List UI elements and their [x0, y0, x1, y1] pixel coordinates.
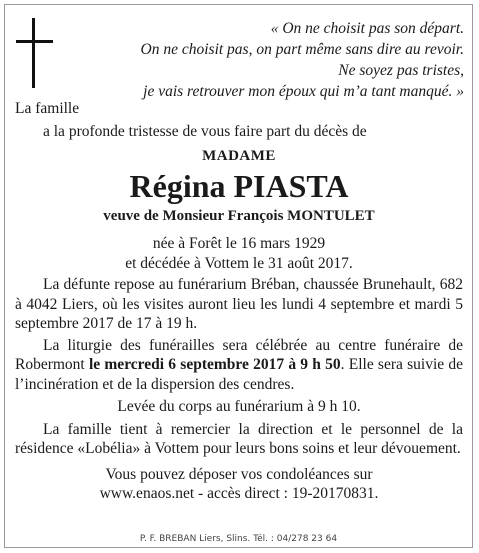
quote-line: je vais retrouver mon époux qui m’a tant manqué. » — [143, 83, 464, 100]
liturgy-date: le mercredi 6 septembre 2017 à 9 h 50 — [88, 356, 341, 373]
opening-quote — [44, 18, 464, 102]
liturgy-text-end: . Elle sera suivie de l’incinération et de la dispersion des cendres. — [15, 356, 463, 393]
honorific: MADAME — [202, 148, 276, 164]
quote-line: « On ne choisit pas son départ. — [270, 20, 464, 37]
funeral-home-footer: P. F. BREBAN Liers, Slins. Tél. : 04/278 23 64 — [139, 534, 338, 544]
levee-paragraph: Levée du corps au funérarium à 9 h 10. — [117, 398, 361, 415]
birth-date: née à Forêt le 16 mars 1929 — [152, 235, 326, 252]
quote-line: On ne choisit pas, on part même sans dire au revoir. — [140, 41, 464, 58]
notice-body — [15, 99, 463, 504]
liturgy-text: La liturgie des funérailles sera célébrée au centre funéraire de Robermont — [15, 336, 463, 373]
obituary-notice — [4, 4, 473, 548]
family-label: La famille — [15, 100, 80, 117]
visitation-paragraph: La défunte repose au funérarium Bréban, chaussée Brunehault, 682 à 4042 Liers, où les visites auront lieu les lundi 4 septembre et mardi 5 septembre 2017 de 17 à 19 h. — [15, 276, 463, 332]
deceased-name: Régina PIASTA — [129, 167, 349, 204]
death-date: et décédée à Vottem le 31 août 2017. — [125, 254, 353, 272]
liturgy-paragraph — [15, 336, 463, 395]
condolences-link: www.enaos.net - accès direct : 19-20170831. — [99, 485, 379, 502]
announcement-intro: a la profonde tristesse de vous faire part du décès de — [43, 122, 367, 140]
condolences-line: Vous pouvez déposer vos condoléances sur — [105, 465, 373, 483]
widow-of: veuve de Monsieur François MONTULET — [103, 207, 375, 224]
thanks-paragraph: La famille tient à remercier la direction et le personnel de la résidence «Lobélia» à Vottem pour leurs bons soins et leur dévouement. — [15, 420, 463, 457]
quote-line: Ne soyez pas tristes, — [338, 62, 464, 79]
